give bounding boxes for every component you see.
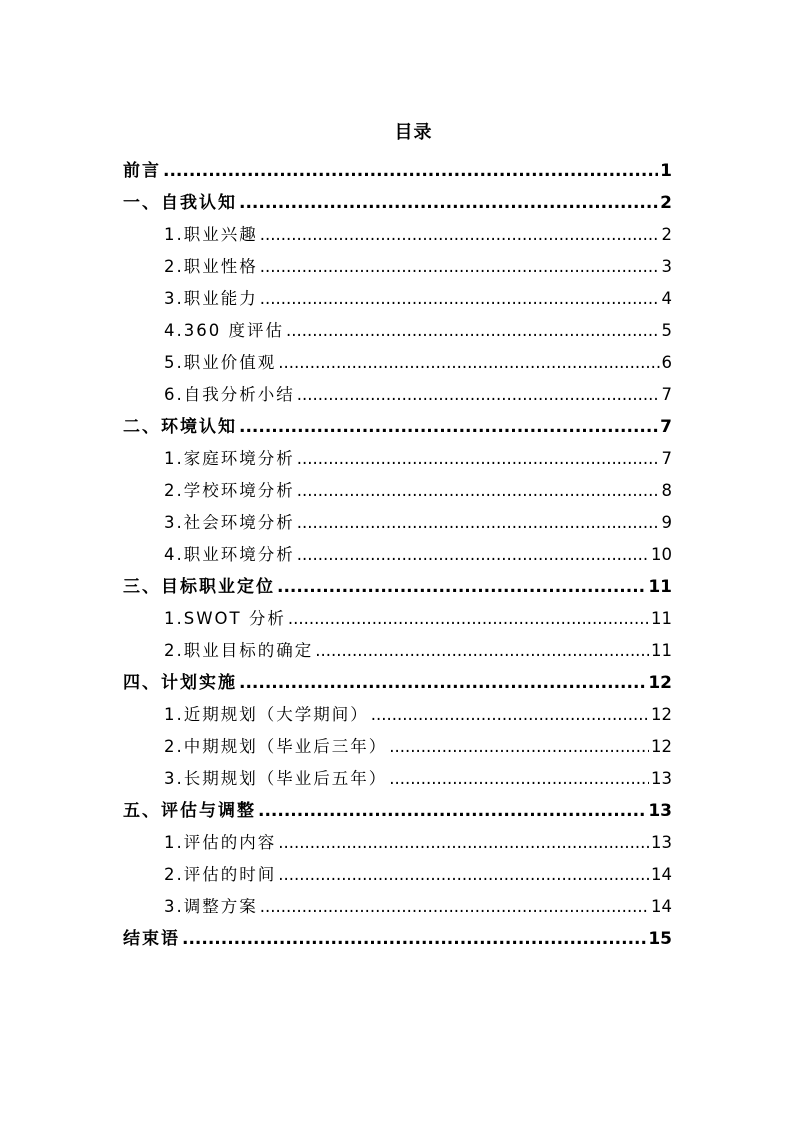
toc-dot-leader <box>258 795 646 827</box>
toc-page-number: 2 <box>660 193 672 213</box>
toc-page-number: 3 <box>661 257 672 276</box>
toc-dot-leader <box>297 379 660 411</box>
toc-subentry[interactable] <box>123 283 672 315</box>
toc-subentry[interactable] <box>123 219 672 251</box>
toc-entry-text: 1.家庭环境分析 <box>164 449 295 468</box>
toc-entry-self-awareness[interactable] <box>123 187 672 219</box>
toc-page-number: 15 <box>648 929 672 949</box>
toc-entry-text: 2.职业性格 <box>164 257 258 276</box>
toc-dot-leader <box>297 443 660 475</box>
toc-page-number: 11 <box>651 609 672 628</box>
toc-title: 目录 <box>394 122 433 143</box>
toc-entry-text: 4.360 度评估 <box>164 321 284 340</box>
toc-subentry[interactable] <box>123 891 672 923</box>
toc-page-number: 12 <box>648 673 672 693</box>
toc-entry-text: 5.职业价值观 <box>164 353 277 372</box>
toc-subentry[interactable] <box>123 539 672 571</box>
toc-entry-text: 2.职业目标的确定 <box>164 641 314 660</box>
table-of-contents <box>123 155 672 955</box>
toc-subentry[interactable] <box>123 507 672 539</box>
toc-subentry[interactable] <box>123 347 672 379</box>
toc-entry-text: 1.近期规划（大学期间） <box>164 705 369 724</box>
toc-entry-text: 6.自我分析小结 <box>164 385 295 404</box>
toc-entry-text: 2.中期规划（毕业后三年） <box>164 737 388 756</box>
toc-entry-text: 五、评估与调整 <box>123 801 256 821</box>
toc-subentry[interactable] <box>123 763 672 795</box>
toc-dot-leader <box>278 859 649 891</box>
toc-dot-leader <box>297 475 660 507</box>
toc-subentry[interactable] <box>123 827 672 859</box>
toc-page-number: 4 <box>661 289 672 308</box>
toc-dot-leader <box>297 539 649 571</box>
toc-dot-leader <box>239 187 658 219</box>
toc-dot-leader <box>260 251 660 283</box>
toc-dot-leader <box>286 315 660 347</box>
toc-page-number: 12 <box>651 705 672 724</box>
toc-page-number: 12 <box>651 737 672 756</box>
toc-entry-text: 1.职业兴趣 <box>164 225 258 244</box>
toc-page-number: 13 <box>651 769 672 788</box>
toc-dot-leader <box>371 699 649 731</box>
toc-page-number: 14 <box>651 865 672 884</box>
toc-page-number: 7 <box>661 449 672 468</box>
toc-dot-leader <box>163 155 658 187</box>
toc-dot-leader <box>260 283 660 315</box>
toc-entry-text: 3.长期规划（毕业后五年） <box>164 769 388 788</box>
toc-page-number: 13 <box>648 801 672 821</box>
toc-subentry[interactable] <box>123 443 672 475</box>
toc-entry-plan-implementation[interactable] <box>123 667 672 699</box>
toc-page-number: 13 <box>651 833 672 852</box>
toc-dot-leader <box>288 603 649 635</box>
toc-dot-leader <box>278 347 659 379</box>
toc-entry-text: 2.评估的时间 <box>164 865 277 884</box>
toc-page-number: 10 <box>651 545 672 564</box>
toc-dot-leader <box>278 827 649 859</box>
toc-entry-text: 4.职业环境分析 <box>164 545 295 564</box>
toc-entry-text: 3.社会环境分析 <box>164 513 295 532</box>
toc-subentry[interactable] <box>123 251 672 283</box>
toc-entry-text: 3.调整方案 <box>164 897 258 916</box>
toc-page-number: 5 <box>661 321 672 340</box>
toc-subentry[interactable] <box>123 731 672 763</box>
toc-subentry[interactable] <box>123 315 672 347</box>
toc-page-number: 11 <box>648 577 672 597</box>
toc-page-number: 8 <box>661 481 672 500</box>
toc-dot-leader <box>297 507 660 539</box>
toc-entry-text: 四、计划实施 <box>123 673 237 693</box>
toc-page-number: 11 <box>651 641 672 660</box>
toc-entry-preface[interactable] <box>123 155 672 187</box>
toc-dot-leader <box>239 411 658 443</box>
toc-dot-leader <box>182 923 646 955</box>
toc-entry-text: 2.学校环境分析 <box>164 481 295 500</box>
toc-entry-text: 一、自我认知 <box>123 193 237 213</box>
toc-entry-text: 1.评估的内容 <box>164 833 277 852</box>
toc-subentry[interactable] <box>123 859 672 891</box>
toc-dot-leader <box>315 635 649 667</box>
toc-dot-leader <box>239 667 646 699</box>
toc-dot-leader <box>260 219 660 251</box>
toc-page-number: 7 <box>660 417 672 437</box>
toc-dot-leader <box>277 571 646 603</box>
toc-page-number: 7 <box>661 385 672 404</box>
toc-entry-text: 三、目标职业定位 <box>123 577 275 597</box>
toc-entry-text: 结束语 <box>123 929 180 949</box>
toc-entry-target-career[interactable] <box>123 571 672 603</box>
toc-entry-text: 1.SWOT 分析 <box>164 609 286 628</box>
toc-entry-environment-awareness[interactable] <box>123 411 672 443</box>
toc-page-number: 2 <box>661 225 672 244</box>
toc-entry-evaluation-adjustment[interactable] <box>123 795 672 827</box>
toc-subentry[interactable] <box>123 699 672 731</box>
toc-subentry[interactable] <box>123 475 672 507</box>
toc-page-number: 14 <box>651 897 672 916</box>
toc-entry-text: 3.职业能力 <box>164 289 258 308</box>
toc-subentry[interactable] <box>123 603 672 635</box>
toc-dot-leader <box>389 763 649 795</box>
toc-subentry[interactable] <box>123 635 672 667</box>
toc-subentry[interactable] <box>123 379 672 411</box>
toc-page-number: 6 <box>661 353 672 372</box>
toc-page-number: 1 <box>660 161 672 181</box>
toc-entry-conclusion[interactable] <box>123 923 672 955</box>
toc-dot-leader <box>260 891 649 923</box>
toc-dot-leader <box>389 731 649 763</box>
toc-entry-text: 前言 <box>123 161 161 181</box>
toc-page-number: 9 <box>661 513 672 532</box>
toc-entry-text: 二、环境认知 <box>123 417 237 437</box>
